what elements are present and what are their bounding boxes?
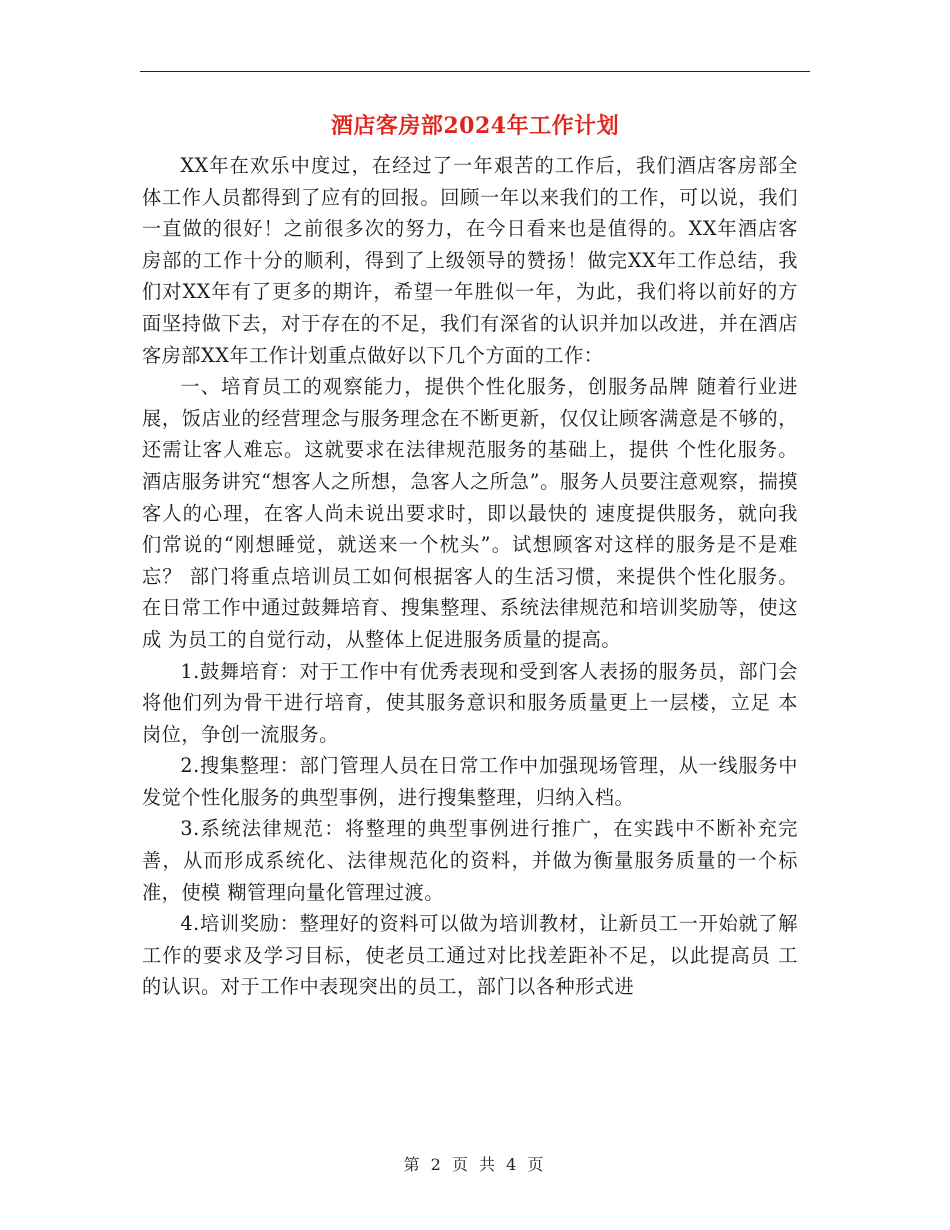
- document-body: [142, 150, 798, 1003]
- header-rule: [140, 71, 810, 72]
- page-number: 第 2 页 共 4 页: [403, 1155, 547, 1174]
- page-title: 酒店客房部2024年工作计划: [330, 113, 620, 139]
- paragraph-section-1: 一、培育员工的观察能力，提供个性化服务，创服务品牌 随着行业进展，饭店业的经营理念与服务理念在不断更新，仅仅让顾客满意是不够的，还需让客人难忘。这就要求在法律规范服务的基础上，提供 个性化服务。酒店服务讲究“想客人之所想，急客人之所急”。服务人员要注意观察，揣摸客人的心理，在客人尚未说出要求时，即以最快的 速度提供服务，就向我们常说的“刚想睡觉，就送来一个枕头”。试想顾客对这样的服务是不是难忘？ 部门将重点培训员工如何根据客人的生活习惯，来提供个性化服务。在日常工作中通过鼓舞培育、搜集整理、系统法律规范和培训奖励等，使这成 为员工的自觉行动，从整体上促进服务质量的提高。: [142, 375, 798, 651]
- paragraph-item-1: 1.鼓舞培育：对于工作中有优秀表现和受到客人表扬的服务员，部门会将他们列为骨干进行培育，使其服务意识和服务质量更上一层楼，立足 本岗位，争创一流服务。: [142, 659, 798, 746]
- paragraph-intro: XX年在欢乐中度过，在经过了一年艰苦的工作后，我们酒店客房部全体工作人员都得到了应有的回报。回顾一年以来我们的工作，可以说，我们一直做的很好！之前很多次的努力，在今日看来也是值得的。XX年酒店客房部的工作十分的顺利，得到了上级领导的赞扬！做完XX年工作总结，我们对XX年有了更多的期许，希望一年胜似一年，为此，我们将以前好的方面坚持做下去，对于存在的不足，我们有深省的认识并加以改进，并在酒店客房部XX年工作计划重点做好以下几个方面的工作：: [142, 154, 798, 367]
- paragraph-item-4: 4.培训奖励：整理好的资料可以做为培训教材，让新员工一开始就了解工作的要求及学习目标，使老员工通过对比找差距补不足，以此提高员 工的认识。对于工作中表现突出的员工，部门以各种形式进: [142, 912, 798, 999]
- paragraph-item-2: 2.搜集整理：部门管理人员在日常工作中加强现场管理，从一线服务中发觉个性化服务的典型事例，进行搜集整理，归纳入档。: [142, 754, 798, 809]
- paragraph-item-3: 3.系统法律规范：将整理的典型事例进行推广，在实践中不断补充完善，从而形成系统化、法律规范化的资料，并做为衡量服务质量的一个标准，使模 糊管理向量化管理过渡。: [142, 817, 798, 904]
